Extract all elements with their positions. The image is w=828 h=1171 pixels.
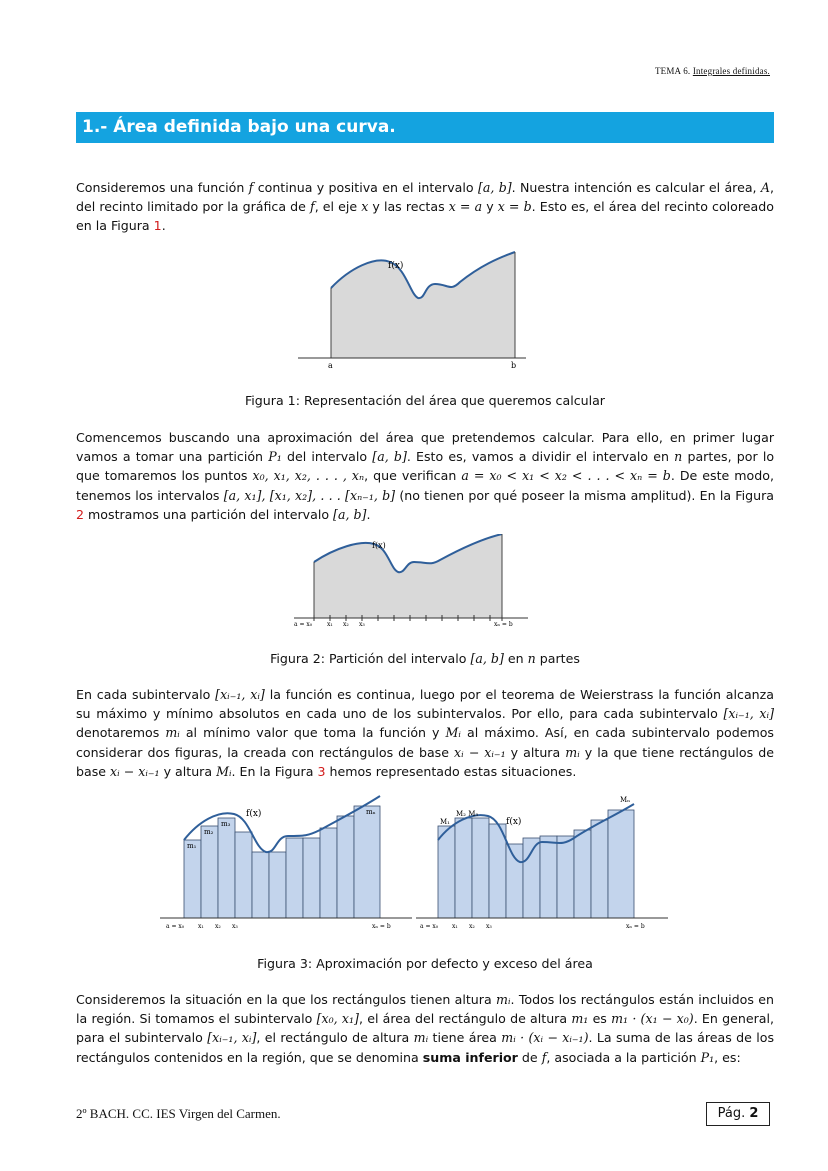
fig3-left-m3: m₃: [221, 820, 231, 828]
fig3-left-x3: x₃: [232, 923, 238, 930]
figure-3-upper: [414, 792, 670, 932]
fig2-area: [314, 534, 502, 618]
fig2-label-f: f(x): [372, 541, 386, 550]
fig3-left-a: a = x₀: [166, 923, 185, 930]
paragraph-weierstrass: En cada subintervalo [xᵢ₋₁, xᵢ] la función es continua, luego por el teorema de Weierstrass la función alcanza su máximo y mínimo absolutos en cada uno de los subintervalos. Por ello, para cada subintervalo [xᵢ₋₁, xᵢ] denotaremos mᵢ al mínimo valor que toma la función y Mᵢ al máximo. Así, en cada subintervalo podemos considerar dos figuras, la creada con rectángulos de base xᵢ − xᵢ₋₁ y altura mᵢ y la que tiene rectángulos de base xᵢ − xᵢ₋₁ y altura Mᵢ. En la Figura 3 hemos representado estas situaciones.: [76, 687, 774, 779]
fig3-right-M2M3: M₂ M₃: [456, 810, 479, 818]
fig1-label-a: a: [328, 361, 333, 370]
fig3-left-mn: mₙ: [366, 808, 376, 816]
fig3-right-a: a = x₀: [420, 923, 439, 930]
fig2-label-x2: x₂: [343, 621, 349, 628]
fig3-right-x3: x₃: [486, 923, 492, 930]
figure-3-lower: [158, 792, 414, 932]
fig3-right-M1: M₁: [440, 818, 450, 826]
fig1-label-b: b: [511, 361, 517, 370]
page-number: 2: [749, 1106, 759, 1121]
figure-2: [290, 534, 530, 628]
paragraph-intro: Consideremos una función f continua y positiva en el intervalo [a, b]. Nuestra intención es calcular el área, A, del recinto limitado por la gráfica de f, el eje x y las rectas x = a y x = b. Esto es, el área del recinto coloreado en la Figura 1.: [76, 180, 775, 234]
fig3-left-b: xₙ = b: [372, 923, 391, 930]
figure-ref-1[interactable]: 1: [153, 218, 162, 234]
page-label: Pág.: [717, 1106, 746, 1121]
header-tema: TEMA: [654, 66, 681, 76]
fig2-label-x3: x₃: [359, 621, 365, 628]
figure-2-caption: Figura 2: Partición del intervalo [a, b] en n partes: [270, 651, 580, 666]
fig2-label-a: a = x₀: [294, 621, 313, 628]
section-title: 1.- Área definida bajo una curva.: [76, 112, 774, 143]
term-suma-inferior: suma inferior: [422, 1049, 518, 1065]
fig3-right-x1: x₁: [452, 923, 458, 930]
fig3-left-m2: m₂: [204, 828, 214, 836]
paragraph-lower-sum: Consideremos la situación en la que los rectángulos tienen altura mᵢ. Todos los rectángulos están incluidos en la región. Si tomamos el subintervalo [x₀, x₁], el área del rectángulo de altura m₁ es m₁ · (x₁ − x₀). En general, para el subintervalo [xᵢ₋₁, xᵢ], el rectángulo de altura mᵢ tiene área mᵢ · (xᵢ − xᵢ₋₁). La suma de las áreas de los rectángulos contenidos en la región, que se denomina suma inferior de f, asociada a la partición P₁, es:: [76, 992, 775, 1065]
figure-ref-3[interactable]: 3: [317, 763, 326, 779]
fig3-left-m1: m₁: [187, 842, 197, 850]
running-header: [655, 66, 770, 76]
figure-3-caption: Figura 3: Aproximación por defecto y exceso del área: [257, 956, 593, 971]
fig3-left-x2: x₂: [215, 923, 221, 930]
fig1-label-f: f(x): [388, 261, 404, 271]
fig3-right-x2: x₂: [469, 923, 475, 930]
fig3-right-Mn: Mₙ: [620, 796, 631, 804]
fig3-right-b: xₙ = b: [626, 923, 645, 930]
fig3-left-label-f: f(x): [246, 809, 262, 819]
fig2-label-b: xₙ = b: [494, 621, 513, 628]
figure-1-caption: Figura 1: Representación del área que queremos calcular: [244, 393, 605, 408]
figure-1: [290, 248, 530, 372]
header-title: Integrales definidas.: [692, 66, 770, 76]
header-num: 6.: [683, 66, 691, 76]
paragraph-partition: Comencemos buscando una aproximación del área que pretendemos calcular. Para ello, en primer lugar vamos a tomar una partición P₁ del intervalo [a, b]. Esto es, vamos a dividir el intervalo en n partes, por lo que tomaremos los puntos x₀, x₁, x₂, . . . , xₙ, que verifican a = x₀ < x₁ < x₂ < . . . < xₙ = b. De este modo, tenemos los intervalos [a, x₁], [x₁, x₂], . . . [xₙ₋₁, b] (no tienen por qué poseer la misma amplitud). En la Figura 2 mostramos una partición del intervalo [a, b].: [76, 430, 775, 522]
fig2-label-x1: x₁: [327, 621, 333, 628]
fig3-right-label-f: f(x): [506, 817, 522, 827]
page-number-box: [706, 1102, 770, 1126]
figure-ref-2[interactable]: 2: [76, 506, 85, 522]
fig3-left-x1: x₁: [198, 923, 204, 930]
footer-course: 2º BACH. CC. IES Virgen del Carmen.: [76, 1106, 281, 1121]
